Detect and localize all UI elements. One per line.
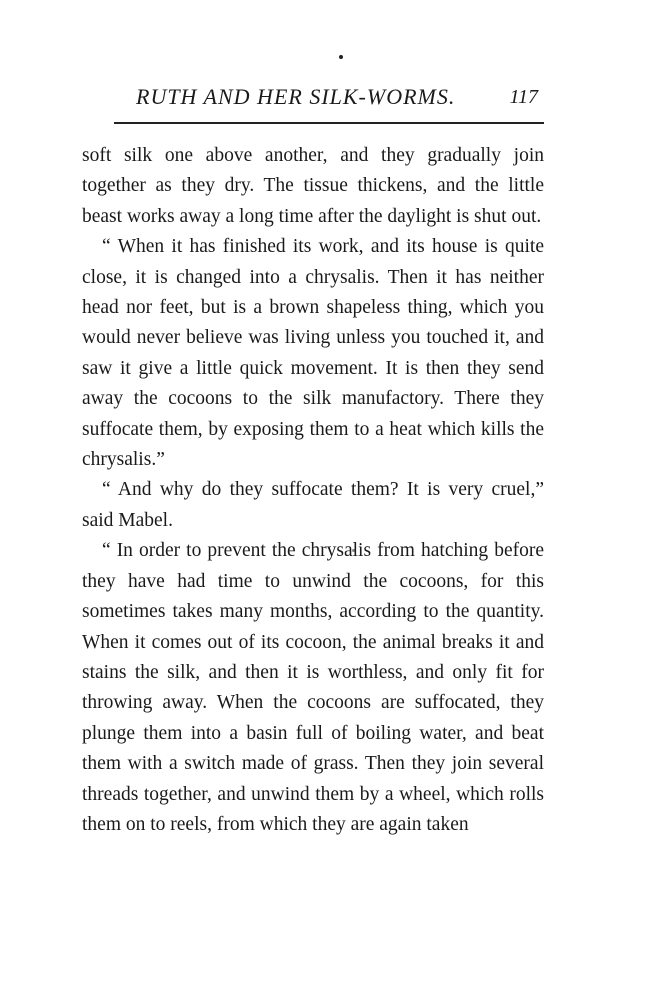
page-number: 117 (509, 86, 538, 108)
page-header (114, 84, 546, 120)
paragraph-3: “ And why do they suffocate them? It is very cruel,” said Mabel. (82, 479, 544, 531)
paragraph-4: “ In order to prevent the chrysalis from hatching before they have had time to unwind the cocoons, for this sometimes takes many months, according to the quantity. When it comes out of its cocoon, the animal breaks it and stains the silk, and then it is worthless, and only fit for throwing away. When the cocoons are suffocated, they plunge them into a basin full of boiling water, and beat them with a switch made of grass. Then they join several threads together, and unwind them by a wheel, which rolls them on to reels, from which they are again taken (82, 540, 544, 835)
header-rule (114, 122, 544, 124)
paragraph-1: soft silk one above another, and they gradually join together as they dry. The tissue thickens, and the little beast works away a long time after the daylight is shut out. (82, 145, 544, 227)
paragraph-2: “ When it has finished its work, and its house is quite close, it is changed into a chrysalis. Then it has neither head nor feet, but is a brown shapeless thing, which you would never believe was living unless you touched it, and saw it give a little quick movement. It is then they send away the cocoons to the silk manufactory. There they suffocate them, by exposing them to a heat which kills the chrysalis.” (82, 236, 544, 471)
ink-speck (339, 55, 343, 59)
running-title: RUTH AND HER SILK-WORMS. (136, 84, 456, 109)
body-text (82, 141, 544, 840)
